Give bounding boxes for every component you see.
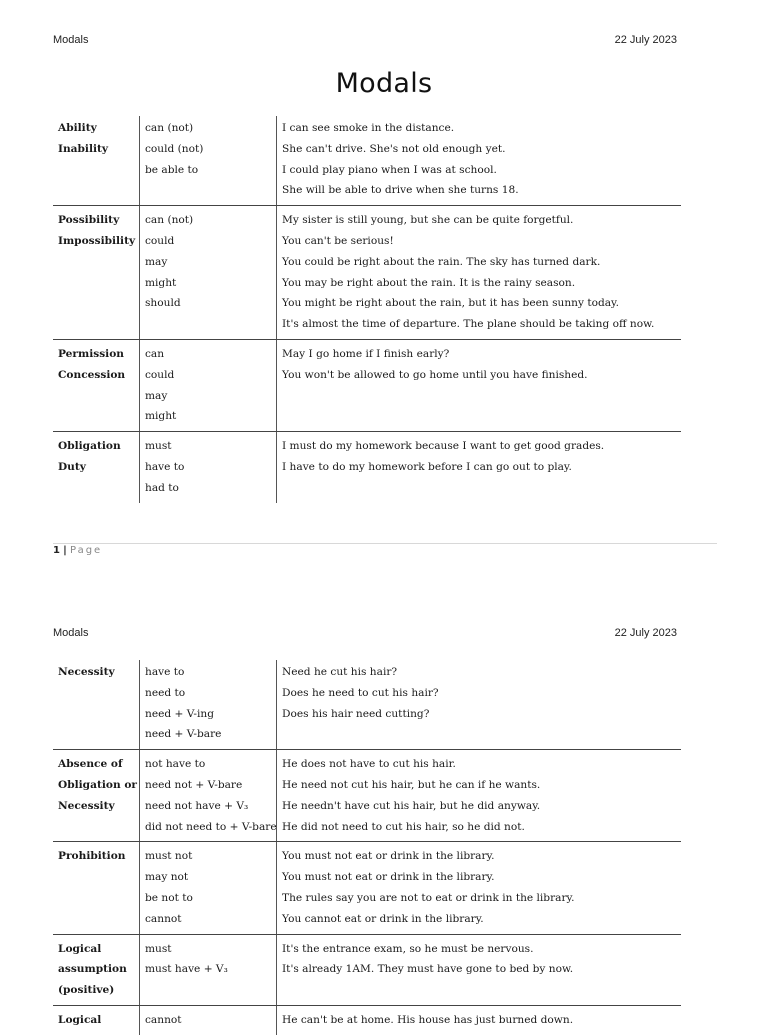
modal-form: be not to [145,891,193,904]
forms-cell [140,339,277,431]
category-label: Obligation [58,440,121,453]
modal-form: could [145,368,175,381]
modal-form: need + V-ing [145,707,215,720]
category-cell [53,206,140,340]
modal-form: must have + V₃ [145,963,228,976]
modal-form: could [145,234,175,247]
table-row-necessity [53,660,681,750]
category-label: Concession [58,368,126,381]
table-row-obligation [53,432,681,503]
category-cell [53,750,140,842]
examples-cell [277,206,682,340]
modal-form: must [145,942,172,955]
examples-cell [277,750,682,842]
category-label: Absence of [58,758,123,771]
category-label: (positive) [58,984,115,997]
example-sentence: It's almost the time of departure. The plane should be taking off now. [282,318,655,331]
header-date: 22 July 2023 [614,34,677,46]
modal-form: should [145,297,181,310]
modal-form: must not [145,850,193,863]
example-sentence: You won't be allowed to go home until you have finished. [282,368,588,381]
example-sentence: Does his hair need cutting? [282,707,430,720]
modal-form: need to [145,686,186,699]
header-date: 22 July 2023 [614,627,677,639]
example-sentence: You can't be serious! [282,234,394,247]
category-label: Necessity [58,799,115,812]
example-sentence: He need not cut his hair, but he can if he wants. [282,778,541,791]
modal-form: might [145,276,177,289]
table-row-permission [53,339,681,431]
example-sentence: May I go home if I finish early? [282,347,450,360]
example-sentence: It's already 1AM. They must have gone to bed by now. [282,963,574,976]
category-cell [53,1005,140,1034]
modal-form: may [145,255,168,268]
modal-form: did not need to + V-bare [145,820,277,833]
category-label: Permission [58,347,124,360]
forms-cell [140,432,277,503]
example-sentence: She will be able to drive when she turns 18. [282,184,519,197]
example-sentence: He did not need to cut his hair, so he did not. [282,820,525,833]
example-sentence: You must not eat or drink in the library. [282,850,495,863]
category-label: Impossibility [58,234,136,247]
modal-form: cannot [145,912,182,925]
example-sentence: He does not have to cut his hair. [282,758,456,771]
header-title: Modals [53,34,89,46]
example-sentence: I have to do my homework before I can go out to play. [282,460,572,473]
modals-table-page-1 [53,116,681,503]
examples-cell [277,116,682,206]
category-label: Logical [58,1013,102,1026]
modal-form: have to [145,460,185,473]
forms-cell [140,206,277,340]
modal-form: can (not) [145,122,194,134]
footer-page-word: Page [70,545,103,556]
examples-cell [277,1005,682,1034]
category-cell [53,432,140,503]
example-sentence: You might be right about the rain, but it has been sunny today. [282,297,619,310]
example-sentence: She can't drive. She's not old enough yet. [282,142,506,155]
modal-form: might [145,410,177,423]
forms-cell [140,934,277,1005]
example-sentence: I can see smoke in the distance. [282,122,455,134]
page-title: Modals [335,68,433,99]
category-cell [53,660,140,750]
table-row-logical-assumption [53,934,681,1005]
examples-cell [277,660,682,750]
example-sentence: My sister is still young, but she can be quite forgetful. [282,214,574,227]
example-sentence: Does he need to cut his hair? [282,686,439,699]
category-cell [53,934,140,1005]
modal-form: need + V-bare [145,728,222,741]
example-sentence: It's the entrance exam, so he must be nervous. [282,942,534,955]
table-row-ability [53,116,681,206]
category-label: Prohibition [58,850,126,863]
example-sentence: I could play piano when I was at school. [282,163,497,176]
table-row-absence [53,750,681,842]
forms-cell [140,1005,277,1034]
modal-form: can (not) [145,214,194,227]
example-sentence: He needn't have cut his hair, but he did anyway. [282,799,541,812]
footer-separator: | [63,545,67,556]
modal-form: not have to [145,758,206,771]
category-cell [53,116,140,206]
category-label: Possibility [58,214,120,227]
example-sentence: You must not eat or drink in the library. [282,871,495,884]
modal-form: cannot [145,1013,182,1026]
example-sentence: He can't be at home. His house has just burned down. [282,1013,574,1026]
examples-cell [277,934,682,1005]
table-row-possibility [53,206,681,340]
table-row-logical-negative [53,1005,681,1034]
modal-form: may [145,389,168,402]
footer-divider [53,543,717,544]
example-sentence: You cannot eat or drink in the library. [282,912,484,925]
examples-cell [277,432,682,503]
modal-form: could (not) [145,142,204,155]
modal-form: need not have + V₃ [145,799,249,812]
category-label: Inability [58,142,109,155]
example-sentence: I must do my homework because I want to get good grades. [282,440,605,453]
category-label: assumption [58,963,127,976]
category-label: Obligation or [58,778,137,791]
modal-form: had to [145,481,179,494]
forms-cell [140,842,277,934]
modal-form: may not [145,871,189,884]
table-row-prohibition [53,842,681,934]
modal-form: have to [145,666,185,678]
modal-form: be able to [145,163,199,176]
header-title: Modals [53,627,89,639]
category-label: Ability [58,122,97,134]
forms-cell [140,660,277,750]
examples-cell [277,339,682,431]
examples-cell [277,842,682,934]
forms-cell [140,750,277,842]
example-sentence: Need he cut his hair? [282,666,398,678]
category-cell [53,842,140,934]
modal-form: can [145,347,165,360]
forms-cell [140,116,277,206]
category-cell [53,339,140,431]
category-label: Logical [58,942,102,955]
page-footer [53,545,102,556]
page-2 [0,580,768,1024]
example-sentence: The rules say you are not to eat or drink in the library. [282,891,575,904]
category-label: Duty [58,460,86,473]
example-sentence: You could be right about the rain. The sky has turned dark. [282,255,601,268]
modals-table-page-2 [53,660,681,1035]
category-label: Necessity [58,666,115,678]
page-number: 1 [53,545,60,556]
example-sentence: You may be right about the rain. It is the rainy season. [282,276,576,289]
modal-form: must [145,440,172,453]
modal-form: need not + V-bare [145,778,243,791]
